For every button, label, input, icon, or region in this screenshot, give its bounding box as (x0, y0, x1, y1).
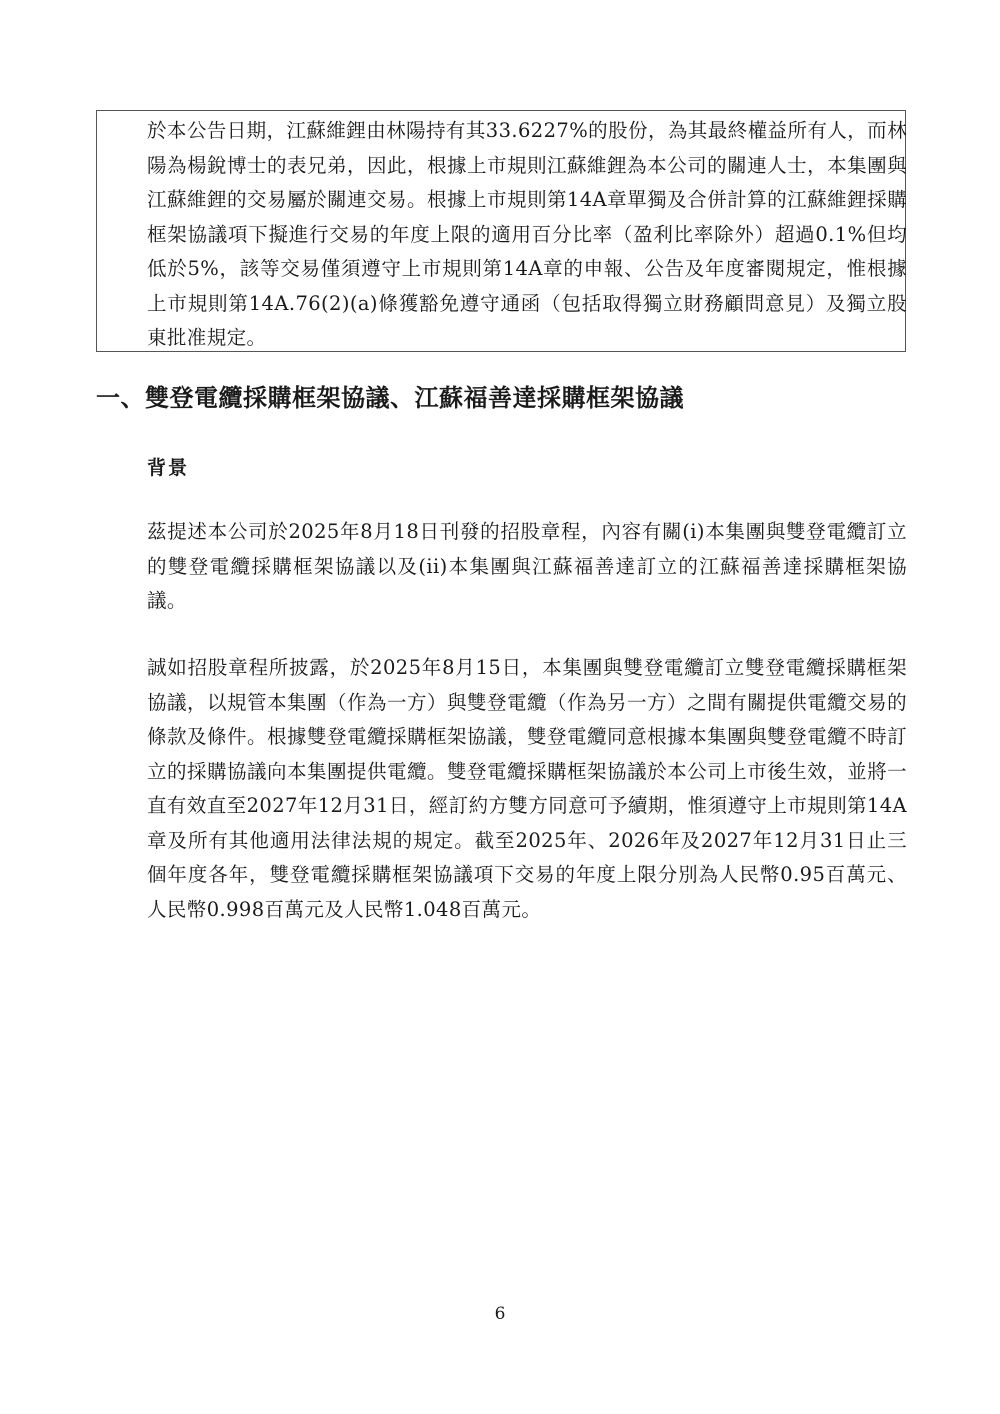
notice-box-text (147, 114, 907, 356)
notice-paragraph: 於本公告日期，江蘇維鋰由林陽持有其33.6227%的股份，為其最終權益所有人，而林陽為楊銳博士的表兄弟，因此，根據上市規則江蘇維鋰為本公司的關連人士，本集團與江蘇維鋰的交易屬於關連交易。根據上市規則第14A章單獨及合併計算的江蘇維鋰採購框架協議項下擬進行交易的年度上限的適用百分比率（盈利比率除外）超過0.1%但均低於5%，該等交易僅須遵守上市規則第14A章的申報、公告及年度審閱規定，惟根據上市規則第14A.76(2)(a)條獲豁免遵守通函（包括取得獨立財務顧問意見）及獨立股東批准規定。 (147, 119, 907, 349)
body-paragraph-1: 茲提述本公司於2025年8月18日刊發的招股章程，內容有關(i)本集團與雙登電纜訂立的雙登電纜採購框架協議以及(ii)本集團與江蘇福善達訂立的江蘇福善達採購框架協議。 (147, 520, 907, 612)
section-heading: 一、雙登電纜採購框架協議、江蘇福善達採購框架協議 (96, 384, 684, 412)
section-subheading: 背景 (147, 457, 190, 479)
body-paragraph-2: 誠如招股章程所披露，於2025年8月15日，本集團與雙登電纜訂立雙登電纜採購框架協議，以規管本集團（作為一方）與雙登電纜（作為另一方）之間有關提供電纜交易的條款及條件。根據雙登電纜採購框架協議，雙登電纜同意根據本集團與雙登電纜不時訂立的採購協議向本集團提供電纜。雙登電纜採購框架協議於本公司上市後生效，並將一直有效直至2027年12月31日，經訂約方雙方同意可予續期，惟須遵守上市規則第14A章及所有其他適用法律法規的規定。截至2025年、2026年及2027年12月31日止三個年度各年，雙登電纜採購框架協議項下交易的年度上限分別為人民幣0.95百萬元、人民幣0.998百萬元及人民幣1.048百萬元。 (147, 656, 907, 921)
page-number: 6 (494, 1304, 506, 1324)
